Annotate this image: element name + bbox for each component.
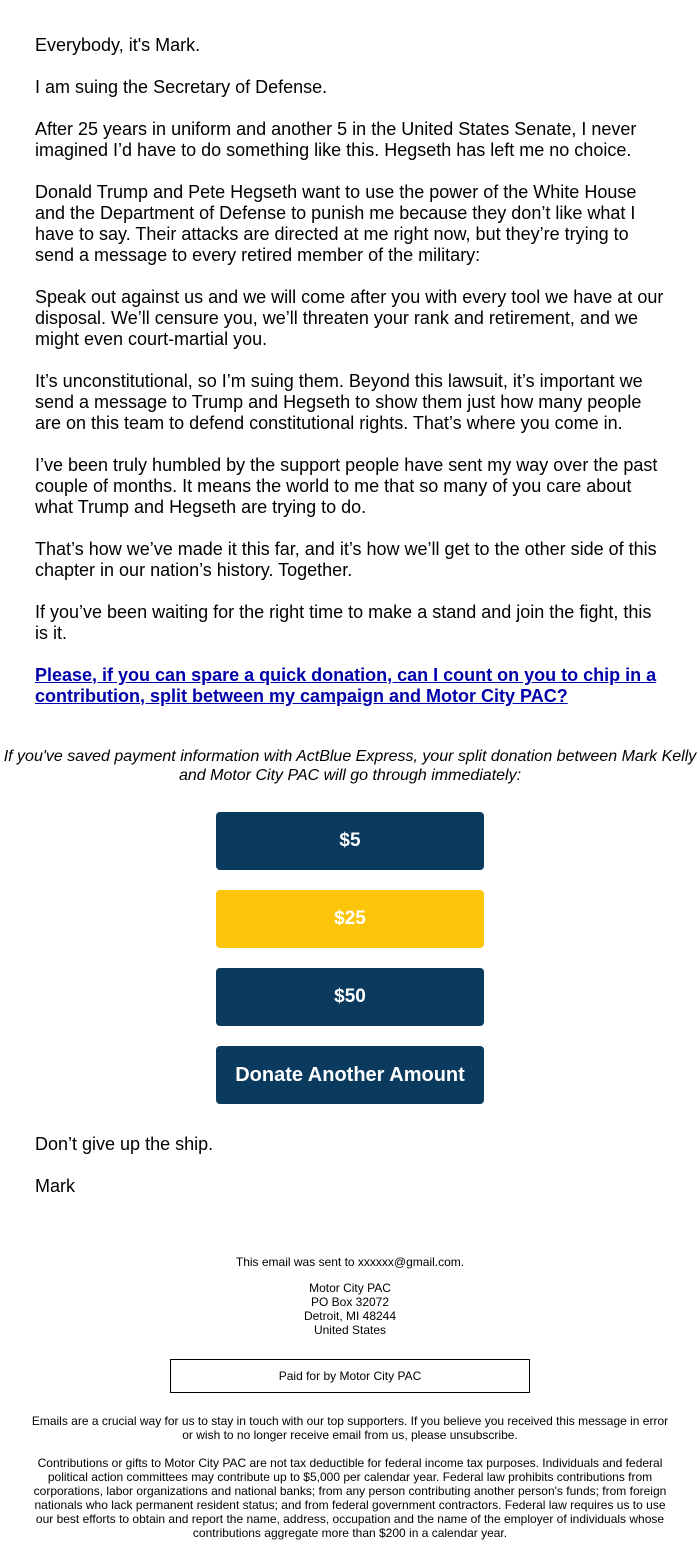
greeting: Everybody, it's Mark. — [35, 35, 201, 55]
donate-25-button[interactable]: $25 — [216, 890, 484, 948]
unsubscribe-note: Emails are a crucial way for us to stay in touch with our top supporters. If you believe you received this message in error or wish to no longer receive email from us, please unsubscribe. — [31, 1414, 669, 1442]
email-body — [35, 35, 665, 707]
paragraph: If you’ve been waiting for the right time to make a stand and join the fight, this is it. — [35, 602, 652, 643]
donate-other-amount-button[interactable]: Donate Another Amount — [216, 1046, 484, 1104]
address-city: Detroit, MI 48244 — [303, 1309, 397, 1323]
donate-5-button[interactable]: $5 — [216, 812, 484, 870]
address-po-box: PO Box 32072 — [310, 1295, 390, 1309]
legal-disclaimer: Contributions or gifts to Motor City PAC are not tax deductible for federal income tax purposes. Individuals and federal political action committees may contribute up to $5,000 per calendar year. Federal law prohibits contributions from corporations, labor organizations and national banks; from any person contributing another person's funds; from foreign nationals who lack permanent resident status; and from federal government contractors. Federal law requires us to use our best efforts to obtain and report the name, address, occupation and the name of the employer of individuals whose contributions aggregate more than $200 in a calendar year. — [33, 1456, 667, 1540]
address-org: Motor City PAC — [309, 1281, 391, 1295]
paid-for-disclaimer — [170, 1359, 530, 1393]
mailing-address — [0, 1281, 700, 1337]
paragraph: After 25 years in uniform and another 5 in the United States Senate, I never imagined I’d have to do something like this. Hegseth has left me no choice. — [35, 119, 637, 160]
paid-for-text: Paid for by Motor City PAC — [278, 1369, 422, 1383]
closing-line: Don’t give up the ship. — [35, 1134, 214, 1154]
paragraph: That’s how we’ve made it this far, and it’s how we’ll get to the other side of this chapter in our nation’s history. Together. — [35, 539, 657, 580]
address-country: United States — [313, 1323, 387, 1337]
donation-cta-link[interactable]: Please, if you can spare a quick donation, can I count on you to chip in a contribution, split between my campaign and Motor City PAC? — [35, 665, 657, 706]
signature: Mark — [35, 1176, 75, 1196]
paragraph: I am suing the Secretary of Defense. — [35, 77, 328, 97]
donate-50-button[interactable]: $50 — [216, 968, 484, 1026]
paragraph: It’s unconstitutional, so I’m suing them. Beyond this lawsuit, it’s important we send a message to Trump and Hegseth to show them just how many people are on this team to defend constitutional rights. That’s where you come in. — [35, 371, 643, 433]
paragraph: Speak out against us and we will come after you with every tool we have at our disposal. We’ll censure you, we’ll threaten your rank and retirement, and we might even court-martial you. — [35, 287, 664, 349]
paragraph: I’ve been truly humbled by the support people have sent my way over the past couple of months. It means the world to me that so many of you care about what Trump and Hegseth are trying to do. — [35, 455, 658, 517]
paragraph: Donald Trump and Pete Hegseth want to use the power of the White House and the Department of Defense to punish me because they don’t like what I have to say. Their attacks are directed at me right now, but they’re trying to send a message to every retired member of the military: — [35, 182, 637, 265]
sent-to-notice: This email was sent to xxxxxx@gmail.com. — [235, 1255, 465, 1269]
actblue-express-note: If you've saved payment information with ActBlue Express, your split donation between Mark Kelly and Motor City PAC will go through immediately: — [3, 748, 697, 784]
